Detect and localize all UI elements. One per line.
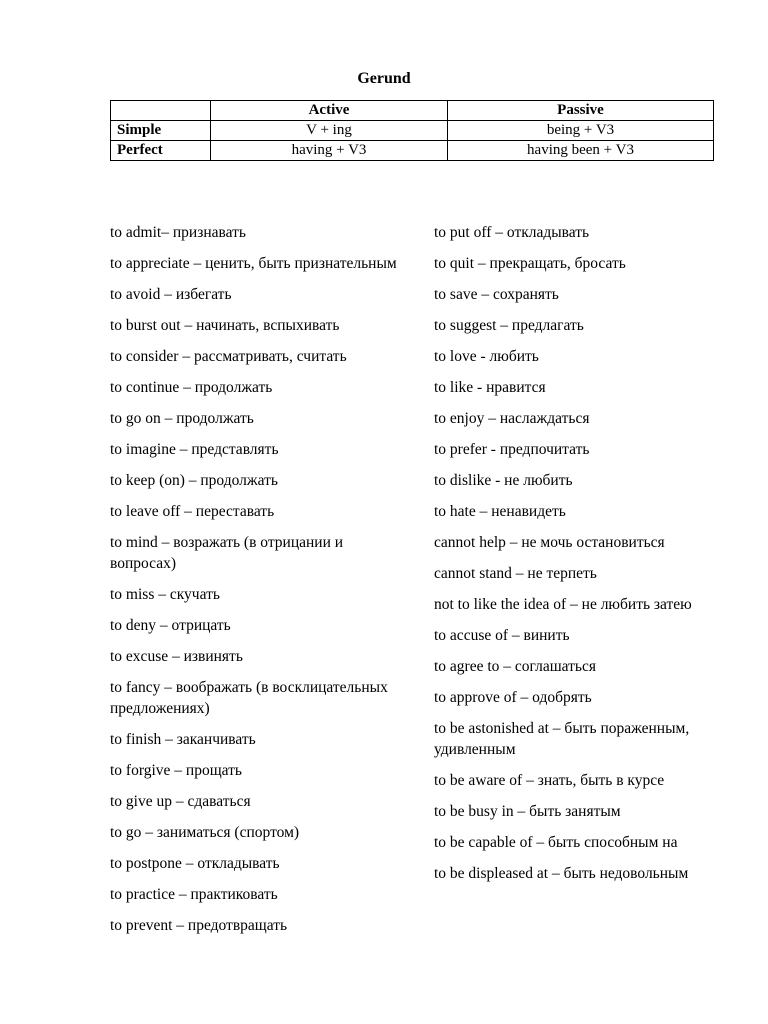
list-item: to excuse – извинять xyxy=(110,648,243,665)
cell-simple-active: V + ing xyxy=(211,121,448,141)
list-item: to finish – заканчивать xyxy=(110,731,256,748)
cell-simple-passive: being + V3 xyxy=(448,121,714,141)
list-item: to be capable of – быть способным на xyxy=(434,834,678,851)
list-item: to practice – практиковать xyxy=(110,886,278,903)
list-item: to like - нравится xyxy=(434,379,546,396)
list-item: to go on – продолжать xyxy=(110,410,254,427)
row-label-perfect: Perfect xyxy=(111,141,211,161)
list-item: to dislike - не любить xyxy=(434,472,573,489)
list-item: to continue – продолжать xyxy=(110,379,273,396)
list-item: to mind – возражать (в отрицании и вопросах) xyxy=(110,534,344,572)
list-item: to burst out – начинать, вспыхивать xyxy=(110,317,340,334)
list-item: not to like the idea of – не любить затею xyxy=(434,596,692,613)
list-item: to prevent – предотвращать xyxy=(110,917,288,934)
table-header-passive: Passive xyxy=(448,101,714,121)
list-item: to imagine – представлять xyxy=(110,441,279,458)
list-item: to suggest – предлагать xyxy=(434,317,584,334)
list-item: to give up – сдаваться xyxy=(110,793,251,810)
list-item: to hate – ненавидеть xyxy=(434,503,566,520)
cell-perfect-passive: having been + V3 xyxy=(448,141,714,161)
list-item: to agree to – соглашаться xyxy=(434,658,596,675)
list-item: to miss – скучать xyxy=(110,586,220,603)
list-item: to appreciate – ценить, быть признательным xyxy=(110,255,397,272)
list-item: to be aware of – знать, быть в курсе xyxy=(434,772,665,789)
list-item: to postpone – откладывать xyxy=(110,855,280,872)
verb-list-left xyxy=(110,222,410,946)
list-item: to be busy in – быть занятым xyxy=(434,803,621,820)
page-title: Gerund xyxy=(357,70,411,87)
table-row-simple xyxy=(111,121,714,141)
list-item: to keep (on) – продолжать xyxy=(110,472,278,489)
table-row-perfect xyxy=(111,141,714,161)
list-item: to put off – откладывать xyxy=(434,224,590,241)
list-item: to consider – рассматривать, считать xyxy=(110,348,347,365)
table-header-empty xyxy=(111,101,211,121)
table-header-row xyxy=(111,101,714,121)
row-label-simple: Simple xyxy=(111,121,211,141)
list-item: to approve of – одобрять xyxy=(434,689,592,706)
list-item: to forgive – прощать xyxy=(110,762,242,779)
list-item: to admit– признавать xyxy=(110,224,246,241)
list-item: to quit – прекращать, бросать xyxy=(434,255,626,272)
list-item: to save – сохранять xyxy=(434,286,559,303)
cell-perfect-active: having + V3 xyxy=(211,141,448,161)
gerund-forms-table xyxy=(110,100,714,161)
list-item: cannot help – не мочь остановиться xyxy=(434,534,665,551)
list-item: to be displeased at – быть недовольным xyxy=(434,865,689,882)
list-item: to go – заниматься (спортом) xyxy=(110,824,300,841)
list-item: to prefer - предпочитать xyxy=(434,441,590,458)
list-item: to leave off – переставать xyxy=(110,503,275,520)
list-item: to avoid – избегать xyxy=(110,286,232,303)
table-header-active: Active xyxy=(211,101,448,121)
verb-list-right xyxy=(434,222,724,894)
list-item: to deny – отрицать xyxy=(110,617,231,634)
list-item: to accuse of – винить xyxy=(434,627,570,644)
list-item: to fancy – воображать (в восклицательных предложениях) xyxy=(110,679,388,717)
list-item: to love - любить xyxy=(434,348,539,365)
list-item: to enjoy – наслаждаться xyxy=(434,410,590,427)
list-item: cannot stand – не терпеть xyxy=(434,565,597,582)
list-item: to be astonished at – быть пораженным, удивленным xyxy=(434,720,690,758)
